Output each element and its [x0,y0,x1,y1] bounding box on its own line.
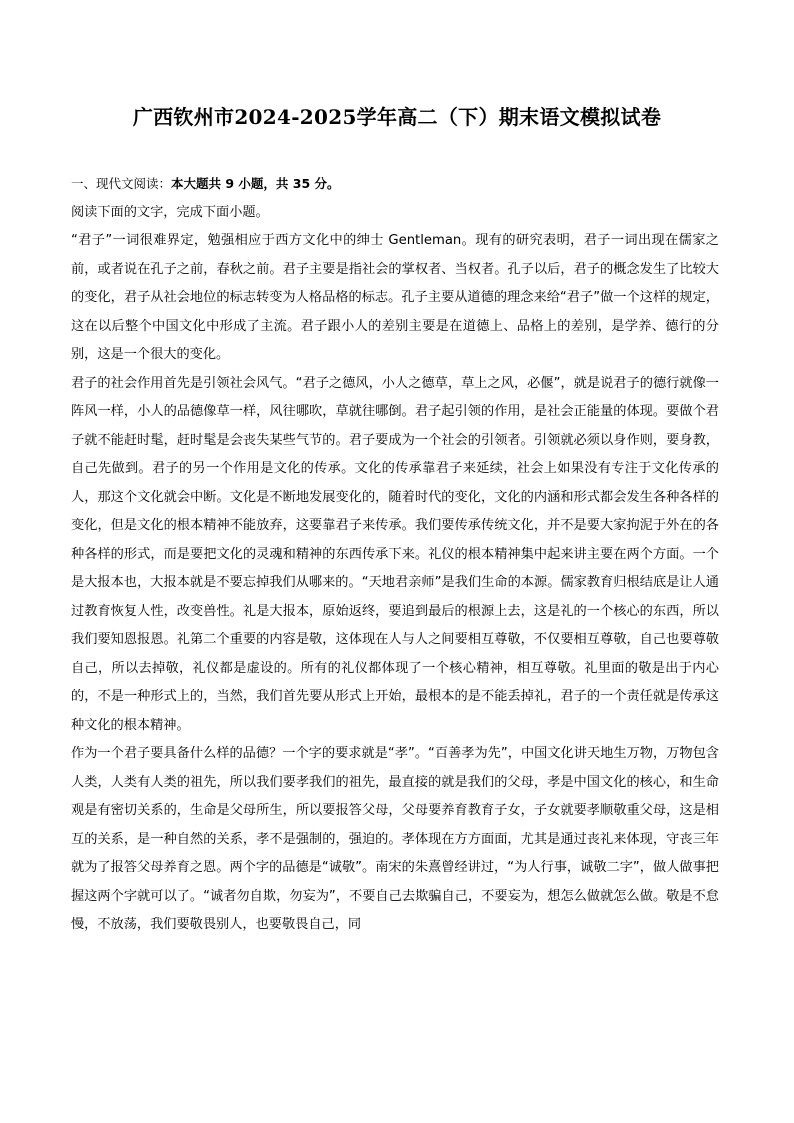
page-title: 广西钦州市2024-2025学年高二（下）期末语文模拟试卷 [132,105,662,129]
reading-instruction: 阅读下面的文字，完成下面小题。 [71,204,269,220]
paragraph-2: 君子的社会作用首先是引领社会风气。“君子之德风，小人之德草，草上之风，必偃”，就是说君子的德行就像一阵风一样，小人的品德像草一样，风往哪吹，草就往哪倒。君子起引领的作用，是社会正能量的体现。要做个君子就不能赶时髦，赶时髦是会丧失某些气节的。君子要成为一个社会的引领者。引领就必须以身作则，要身教，自己先做到。君子的另一个作用是文化的传承。文化的传承靠君子来延续，社会上如果没有专注于文化传承的人，那这个文化就会中断。文化是不断地发展变化的，随着时代的变化，文化的内涵和形式都会发生各种各样的变化，但是文化的根本精神不能放弃，这要靠君子来传承。我们要传承传统文化，并不是要大家拘泥于外在的各种各样的形式，而是要把文化的灵魂和精神的东西传承下来。礼仪的根本精神集中起来讲主要在两个方面。一个是大报本也，大报本就是不要忘掉我们从哪来的。“天地君亲师”是我们生命的本源。儒家教育归根结底是让人通过教育恢复人性，改变兽性。礼是大报本，原始返终，要追到最后的根源上去，这是礼的一个核心的东西，所以我们要知恩报恩。礼第二个重要的内容是敬，这体现在人与人之间要相互尊敬，不仅要相互尊敬，自己也要尊敬自己，所以去掉敬，礼仪都是虚设的。所有的礼仪都体现了一个核心精神，相互尊敬。礼里面的敬是出于内心的，不是一种形式上的，当然，我们首先要从形式上开始，最根本的是不能丢掉礼，君子的一个责任就是传承这种文化的根本精神。 [71,375,719,733]
paragraph-1: “君子”一词很难界定，勉强相应于西方文化中的绅士 Gentleman。现有的研究表明，君子一词出现在儒家之前，或者说在孔子之前，春秋之前。君子主要是指社会的掌权者、当权者。孔子以后，君子的概念发生了比较大的变化，君子从社会地位的标志转变为人格品格的标志。孔子主要从道德的理念来给“君子”做一个这样的规定，这在以后整个中国文化中形成了主流。君子跟小人的差别主要是在道德上、品格上的差别，是学养、德行的分别，这是一个很大的变化。 [71,233,719,362]
section-heading-prefix: 一、现代文阅读： [71,176,172,191]
section-heading-detail: 本大题共 9 小题，共 35 分。 [171,176,340,191]
section-heading [71,170,719,199]
paragraph-3: 作为一个君子要具备什么样的品德？一个字的要求就是“孝”。“百善孝为先”，中国文化讲天地生万物，万物包含人类，人类有人类的祖先，所以我们要孝我们的祖先，最直接的就是我们的父母，孝是中国文化的核心，和生命观是有密切关系的，生命是父母所生，所以要报答父母，父母要养育教育子女，子女就要孝顺敬重父母，这是相互的关系，是一种自然的关系，孝不是强制的，强迫的。孝体现在方方面面，尤其是通过丧礼来体现，守丧三年就为了报答父母养育之恩。两个字的品德是“诚敬”。南宋的朱熹曾经讲过，“为人行事，诚敬二字”，做人做事把握这两个字就可以了。“诚者勿自欺，勿妄为”，不要自己去欺骗自己，不要妄为，想怎么做就怎么做。敬是不怠慢，不放荡，我们要敬畏别人，也要敬畏自己，同 [71,746,719,932]
document-body [71,170,719,940]
